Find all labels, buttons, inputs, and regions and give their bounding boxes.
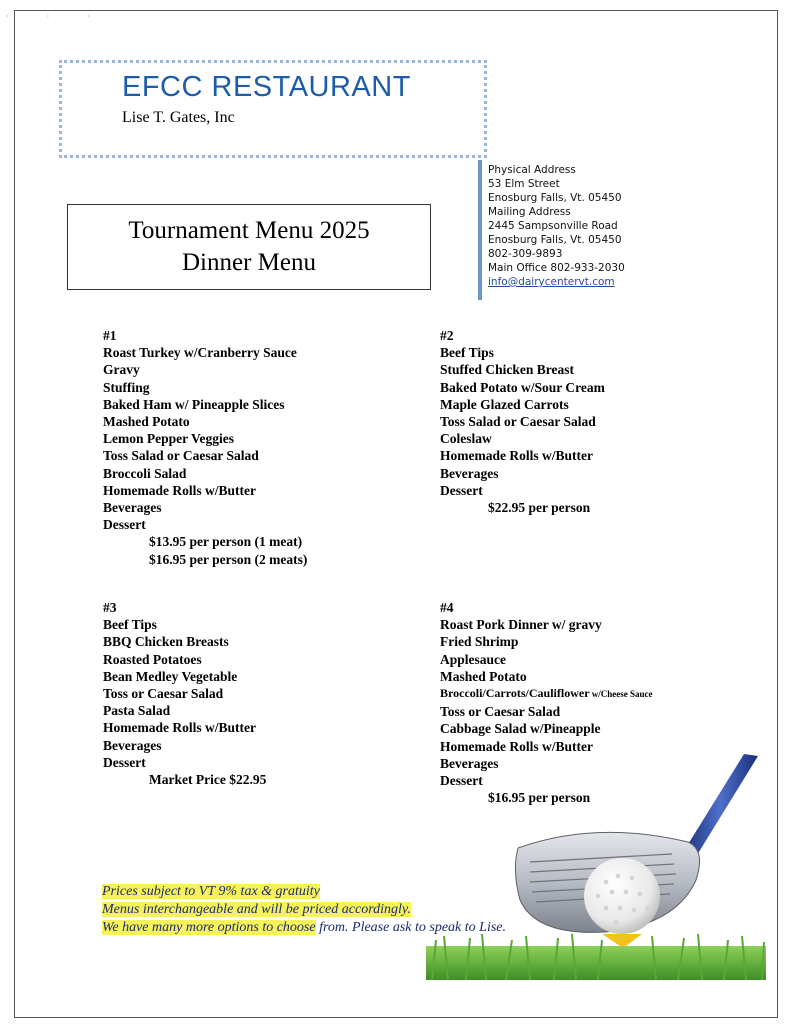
address-line: 53 Elm Street (488, 178, 560, 190)
menu-number: #4 (440, 600, 454, 615)
menu-item: Applesauce (440, 651, 507, 667)
menu-item: Mashed Potato (103, 414, 190, 430)
menu-number: #2 (440, 328, 454, 343)
address-block (488, 163, 625, 289)
menu-price: $22.95 per person (488, 500, 591, 516)
address-line: Enosburg Falls, Vt. 05450 (488, 192, 622, 204)
menu-price: $16.95 per person (488, 790, 591, 806)
menu-item: Fried Shrimp (440, 634, 519, 650)
menu-item: Dessert (440, 773, 483, 789)
menu-item: Homemade Rolls w/Butter (440, 448, 593, 464)
menu-item: Dessert (103, 517, 146, 533)
menu-item: Beef Tips (440, 345, 494, 361)
golf-club-and-ball-illustration (426, 750, 766, 980)
address-accent-bar (478, 160, 482, 300)
menu-item: Roasted Potatoes (103, 651, 202, 667)
menu-item: Bean Medley Vegetable (103, 668, 238, 684)
logo-box (59, 60, 487, 158)
menu-item: Dessert (440, 482, 483, 498)
menu-item-main: Broccoli/Carrots/Cauliflower (440, 686, 590, 701)
note-ask-lise: from. Please ask to speak to Lise. (315, 920, 506, 935)
menu-price: $16.95 per person (2 meats) (149, 551, 308, 567)
notes-block (102, 883, 506, 937)
menu-price: $13.95 per person (1 meat) (149, 534, 303, 550)
note-tax: Prices subject to VT 9% tax & gratuity (102, 884, 320, 899)
menu-item: Beverages (440, 465, 499, 481)
email-link[interactable]: info@dairycentervt.com (488, 276, 615, 288)
menu-item: Dessert (103, 754, 146, 770)
menu-number: #3 (103, 600, 117, 615)
menu-item: Maple Glazed Carrots (440, 396, 569, 412)
menu-2 (440, 327, 605, 516)
menu-item: BBQ Chicken Breasts (103, 634, 229, 650)
menu-item: Coleslaw (440, 431, 492, 447)
menu-item: Homemade Rolls w/Butter (103, 482, 256, 498)
main-office-phone: Main Office 802-933-2030 (488, 262, 625, 274)
menu-item: Homemade Rolls w/Butter (103, 720, 256, 736)
note-more-options: We have many more options to choose (102, 920, 316, 935)
menu-title: Tournament Menu 2025 (128, 217, 370, 244)
menu-item: Stuffed Chicken Breast (440, 362, 575, 378)
menu-item: Lemon Pepper Veggies (103, 431, 234, 447)
menu-item: Baked Potato w/Sour Cream (440, 379, 605, 395)
menu-item: Cabbage Salad w/Pineapple (440, 721, 601, 737)
address-line: Physical Address (488, 164, 576, 176)
menu-3 (103, 599, 266, 788)
menu-item: Roast Pork Dinner w/ gravy (440, 617, 602, 633)
restaurant-name: EFCC RESTAURANT (122, 71, 411, 103)
menu-price: Market Price $22.95 (149, 772, 267, 788)
menu-item: Roast Turkey w/Cranberry Sauce (103, 345, 297, 361)
menu-item: Toss or Caesar Salad (440, 704, 561, 720)
menu-item: Homemade Rolls w/Butter (440, 738, 593, 754)
address-line: Enosburg Falls, Vt. 05450 (488, 234, 622, 246)
scan-marks: · · · (6, 12, 108, 21)
menu-item: Gravy (103, 362, 140, 378)
phone-line: 802-309-9893 (488, 248, 563, 260)
menu-item: Mashed Potato (440, 668, 527, 684)
menu-item: Toss or Caesar Salad (103, 686, 224, 702)
menu-item: Baked Ham w/ Pineapple Slices (103, 396, 285, 412)
menu-1 (103, 327, 307, 568)
menu-item: Broccoli Salad (103, 465, 187, 481)
menu-item: Stuffing (103, 379, 150, 395)
address-line: 2445 Sampsonville Road (488, 220, 618, 232)
menu-item: Beef Tips (103, 617, 157, 633)
menu-item: Beverages (103, 500, 162, 516)
menu-item-note: w/Cheese Sauce (589, 689, 653, 700)
menu-number: #1 (103, 328, 117, 343)
menu-item: Pasta Salad (103, 703, 171, 719)
address-line: Mailing Address (488, 206, 571, 218)
menu-item: Toss Salad or Caesar Salad (103, 448, 259, 464)
menu-item: Beverages (103, 737, 162, 753)
menu-item: Toss Salad or Caesar Salad (440, 414, 596, 430)
menu-item (440, 685, 653, 703)
menu-item: Beverages (440, 755, 499, 771)
owner-name: Lise T. Gates, Inc (122, 109, 235, 126)
menu-title-box (67, 204, 431, 290)
menu-subtitle: Dinner Menu (182, 249, 316, 276)
note-interchangeable: Menus interchangeable and will be priced accordingly. (102, 902, 411, 917)
